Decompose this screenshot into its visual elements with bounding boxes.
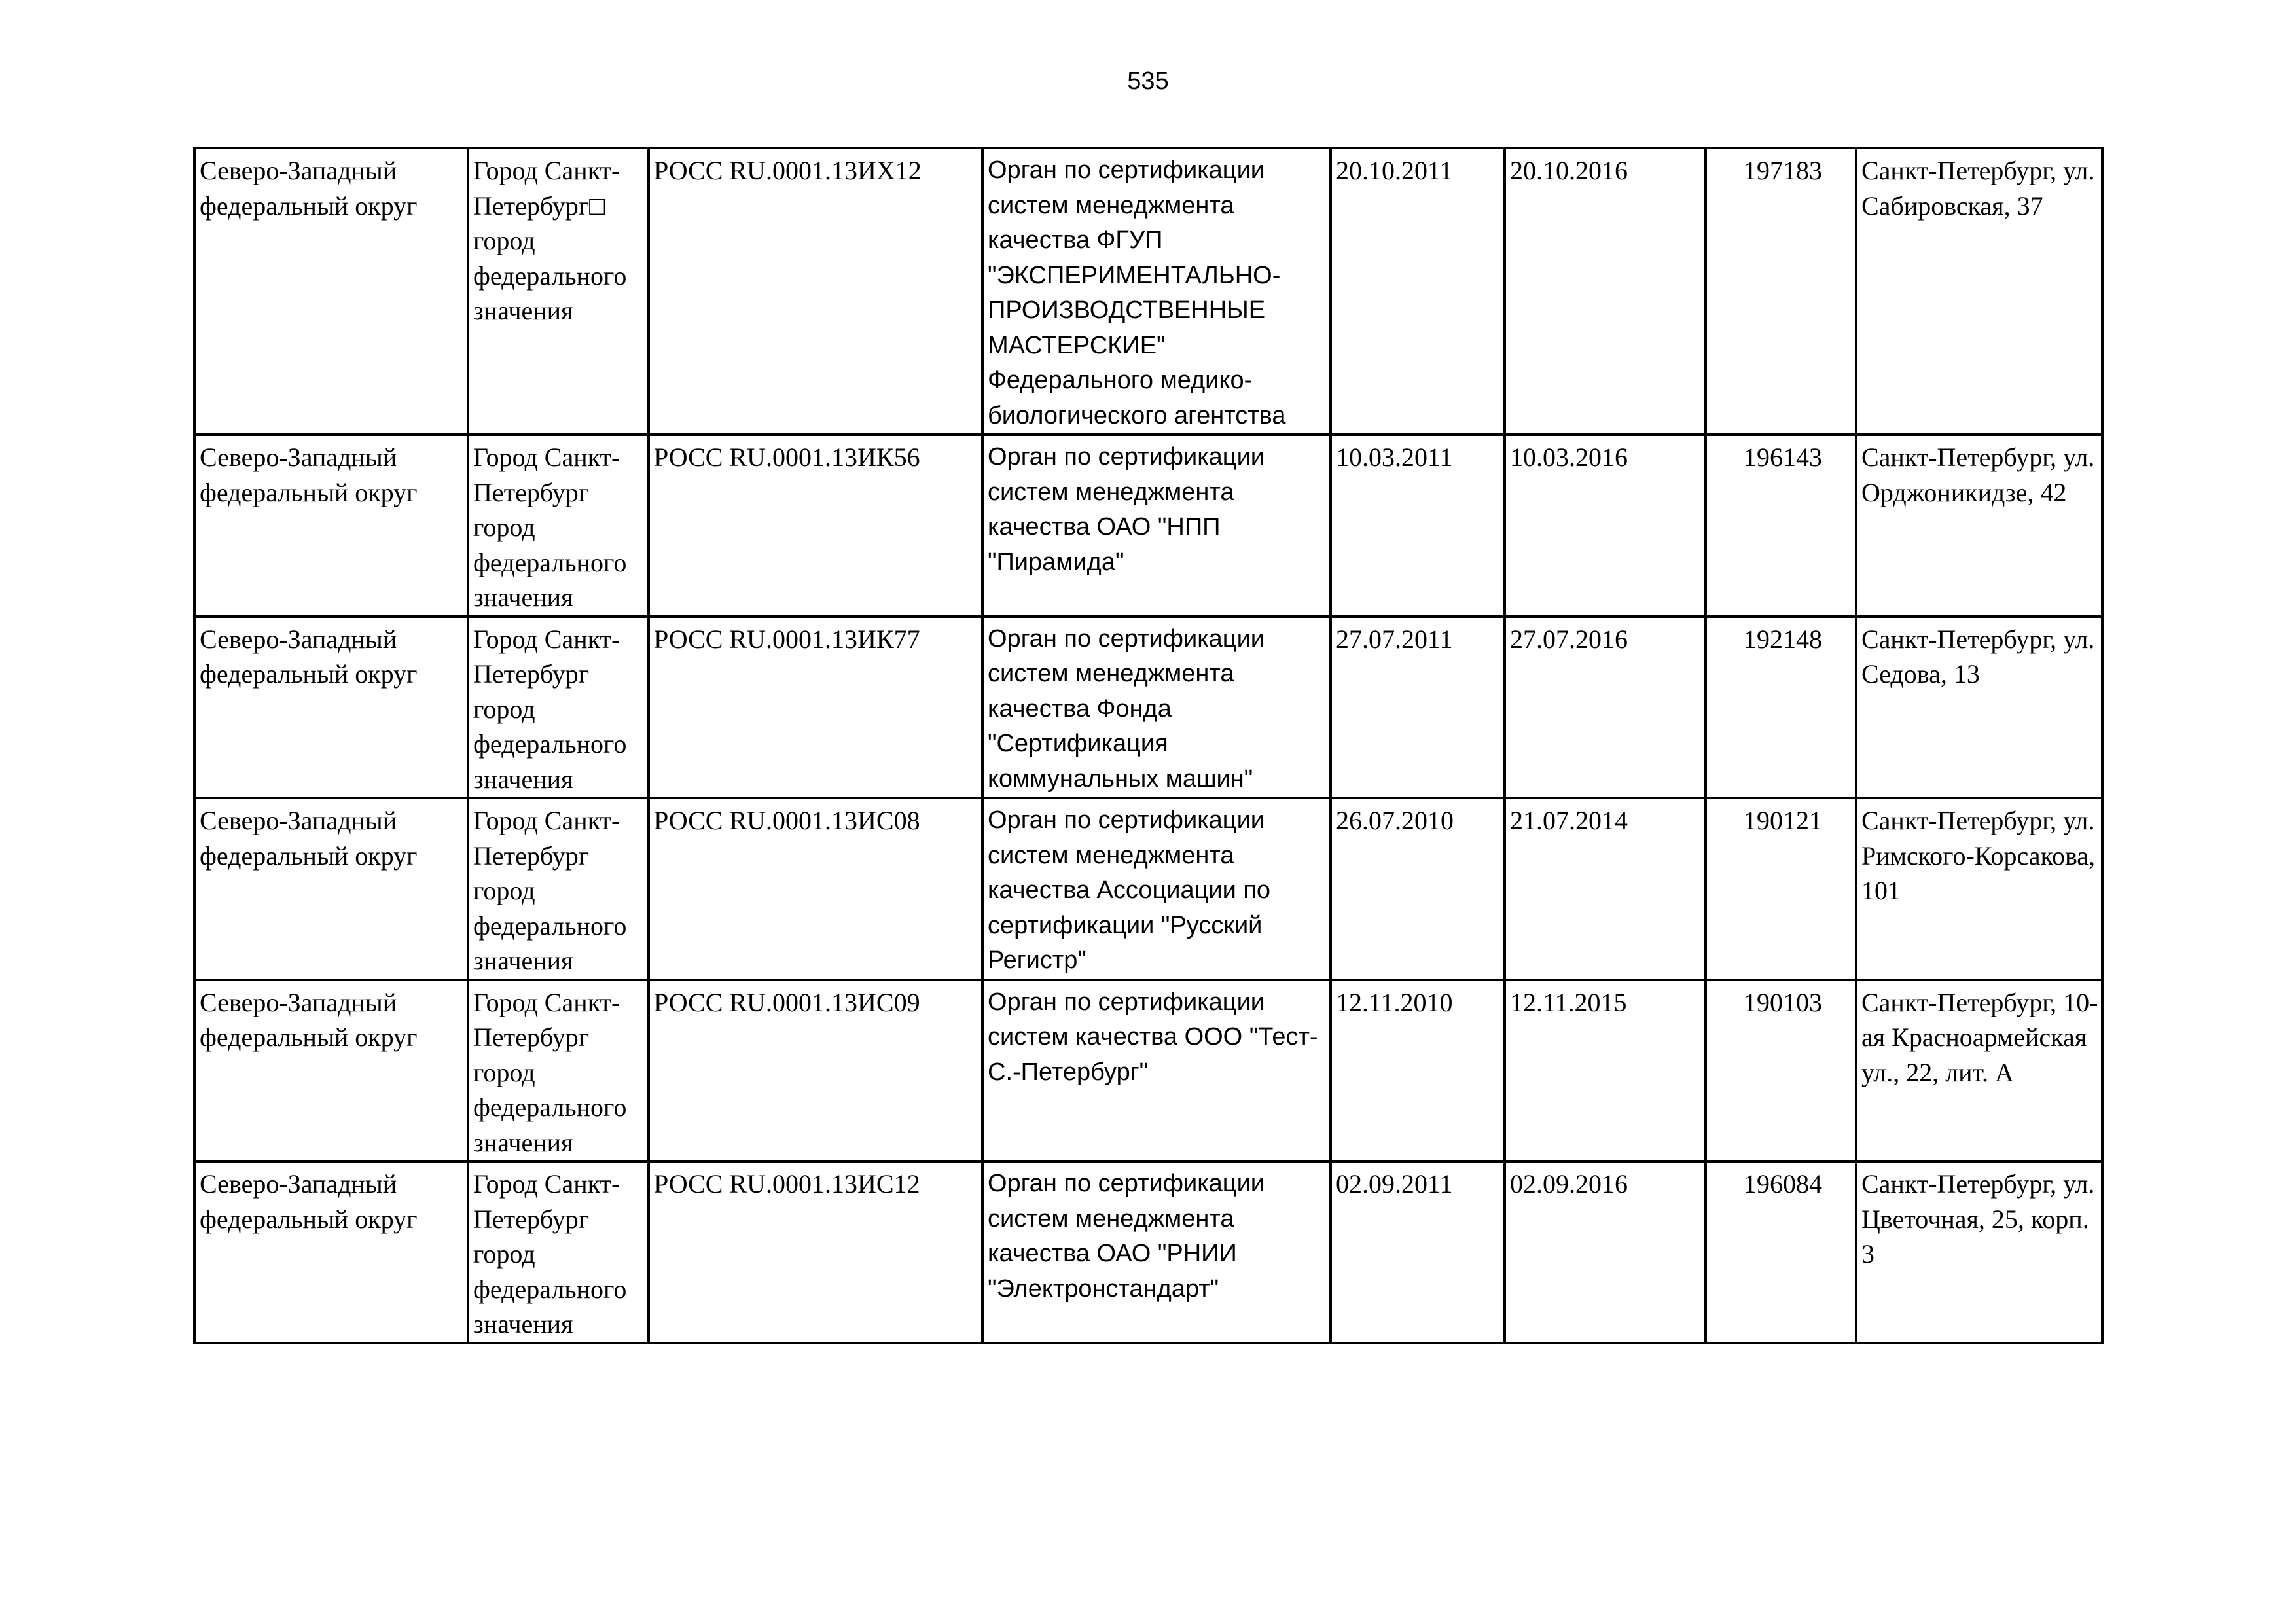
- date-from-cell: 20.10.2011: [1331, 148, 1505, 435]
- region-cell: Город Санкт-Петербург□ город федерального значения: [468, 148, 649, 435]
- region-cell: Город Санкт-Петербург город федерального значения: [468, 798, 649, 980]
- postcode-cell: 190103: [1706, 980, 1856, 1162]
- region-cell: Город Санкт-Петербург город федерального значения: [468, 980, 649, 1162]
- district-cell: Северо-Западный федеральный округ: [194, 617, 468, 799]
- district-cell: Северо-Западный федеральный округ: [194, 435, 468, 617]
- table-row: [194, 980, 2102, 1162]
- region-cell: Город Санкт-Петербург город федерального значения: [468, 1161, 649, 1343]
- address-cell: Санкт-Петербург, 10-ая Красноармейская ул., 22, лит. А: [1856, 980, 2102, 1162]
- address-cell: Санкт-Петербург, ул. Сабировская, 37: [1856, 148, 2102, 435]
- address-cell: Санкт-Петербург, ул. Римского-Корсакова, 101: [1856, 798, 2102, 980]
- organ-cell: Орган по сертификации систем менеджмента качества ОАО "НПП "Пирамида": [982, 435, 1331, 617]
- date-to-cell: 10.03.2016: [1505, 435, 1706, 617]
- certification-registry-table: [193, 147, 2104, 1344]
- date-from-cell: 10.03.2011: [1331, 435, 1505, 617]
- certificate-cell: РОСС RU.0001.13ИС12: [649, 1161, 982, 1343]
- region-cell: Город Санкт-Петербург город федерального значения: [468, 617, 649, 799]
- table-row: [194, 617, 2102, 799]
- organ-cell: Орган по сертификации систем менеджмента качества ОАО "РНИИ "Электронстандарт": [982, 1161, 1331, 1343]
- date-to-cell: 27.07.2016: [1505, 617, 1706, 799]
- date-to-cell: 02.09.2016: [1505, 1161, 1706, 1343]
- certificate-cell: РОСС RU.0001.13ИС09: [649, 980, 982, 1162]
- table-row: [194, 798, 2102, 980]
- organ-cell: Орган по сертификации систем качества ООО "Тест-С.-Петербург": [982, 980, 1331, 1162]
- district-cell: Северо-Западный федеральный округ: [194, 798, 468, 980]
- date-from-cell: 02.09.2011: [1331, 1161, 1505, 1343]
- date-to-cell: 12.11.2015: [1505, 980, 1706, 1162]
- organ-cell: Орган по сертификации систем менеджмента качества Фонда "Сертификация коммунальных машин": [982, 617, 1331, 799]
- district-cell: Северо-Западный федеральный округ: [194, 980, 468, 1162]
- table-row: [194, 148, 2102, 435]
- organ-cell: Орган по сертификации систем менеджмента качества ФГУП "ЭКСПЕРИМЕНТАЛЬНО-ПРОИЗВОДСТВЕННЫЕ МАСТЕРСКИЕ" Федерального медико-биологического агентства: [982, 148, 1331, 435]
- certificate-cell: РОСС RU.0001.13ИХ12: [649, 148, 982, 435]
- date-from-cell: 12.11.2010: [1331, 980, 1505, 1162]
- postcode-cell: 192148: [1706, 617, 1856, 799]
- district-cell: Северо-Западный федеральный округ: [194, 148, 468, 435]
- date-from-cell: 27.07.2011: [1331, 617, 1505, 799]
- date-from-cell: 26.07.2010: [1331, 798, 1505, 980]
- organ-cell: Орган по сертификации систем менеджмента качества Ассоциации по сертификации "Русский Регистр": [982, 798, 1331, 980]
- date-to-cell: 21.07.2014: [1505, 798, 1706, 980]
- district-cell: Северо-Западный федеральный округ: [194, 1161, 468, 1343]
- table-row: [194, 1161, 2102, 1343]
- region-cell: Город Санкт-Петербург город федерального значения: [468, 435, 649, 617]
- certificate-cell: РОСС RU.0001.13ИК77: [649, 617, 982, 799]
- postcode-cell: 197183: [1706, 148, 1856, 435]
- postcode-cell: 190121: [1706, 798, 1856, 980]
- address-cell: Санкт-Петербург, ул. Цветочная, 25, корп. 3: [1856, 1161, 2102, 1343]
- address-cell: Санкт-Петербург, ул. Орджоникидзе, 42: [1856, 435, 2102, 617]
- page-number: 535: [1127, 67, 1169, 95]
- certificate-cell: РОСС RU.0001.13ИК56: [649, 435, 982, 617]
- postcode-cell: 196084: [1706, 1161, 1856, 1343]
- postcode-cell: 196143: [1706, 435, 1856, 617]
- certificate-cell: РОСС RU.0001.13ИС08: [649, 798, 982, 980]
- address-cell: Санкт-Петербург, ул. Седова, 13: [1856, 617, 2102, 799]
- date-to-cell: 20.10.2016: [1505, 148, 1706, 435]
- table-row: [194, 435, 2102, 617]
